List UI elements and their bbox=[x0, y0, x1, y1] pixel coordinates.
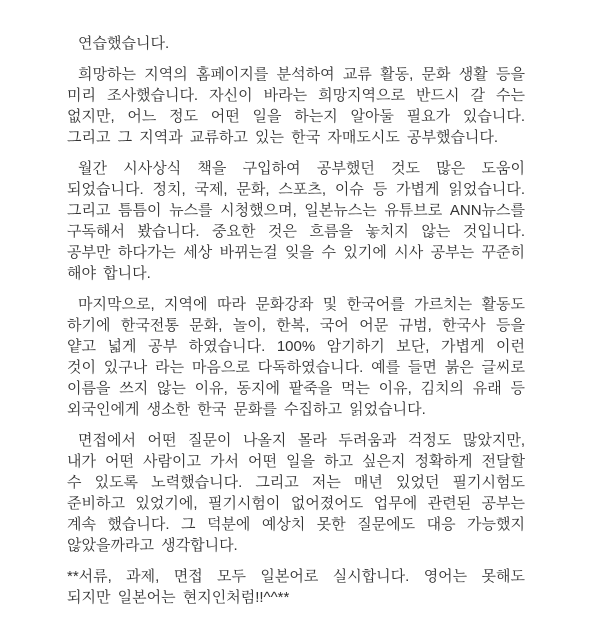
paragraph: 면접에서 어떤 질문이 나올지 몰라 두려움과 걱정도 많았지만, 내가 어떤 사람이고 가서 어떤 일을 하고 싶은지 정확하게 전달할 수 있도록 노력했습니다. 그리고 저는 매년 있었던 필기시험도 준비하고 있었기에, 필기시험이 없어졌어도 업무에 관련된 공부는 계속 했습니다. 그 덕분에 예상치 못한 질문에도 대응 가능했지 않았을까라고 생각합니다. bbox=[67, 432, 525, 554]
paragraph: 마지막으로, 지역에 따라 문화강좌 및 한국어를 가르치는 활동도 하기에 한국전통 문화, 놀이, 한복, 국어 어문 규범, 한국사 등을 얕고 넓게 공부 하였습니다. 100% 암기하기 보단, 가볍게 이런 것이 있구나 라는 마음으로 다독하였습니다. 예를 들면 붉은 글씨로 이름을 쓰지 않는 이유, 동지에 팥죽을 먹는 이유, 김치의 유래 등 외국인에게 생소한 한국 문화를 수집하고 읽었습니다. bbox=[67, 296, 525, 418]
paragraph: 월간 시사상식 책을 구입하여 공부했던 것도 많은 도움이 되었습니다. 정치, 국제, 문화, 스포츠, 이슈 등 가볍게 읽었습니다. 그리고 틈틈이 뉴스를 시청했으며, 일본뉴스는 유튜브로 ANN뉴스를 구독해서 봤습니다. 중요한 것은 흐름을 놓치지 않는 것입니다. 공부만 하다가는 세상 바뀌는걸 잊을 수 있기에 시사 공부는 꾸준히 해야 합니다. bbox=[67, 160, 525, 282]
paragraph: 연습했습니다. bbox=[78, 35, 170, 52]
paragraph: 희망하는 지역의 홈페이지를 분석하여 교류 활동, 문화 생활 등을 미리 조사했습니다. 자신이 바라는 희망지역으로 반드시 갈 수는 없지만, 어느 정도 어떤 일을 하는지 알아둘 필요가 있습니다. 그리고 그 지역과 교류하고 있는 한국 자매도시도 공부했습니다. bbox=[67, 66, 525, 146]
paragraph: **서류, 과제, 면접 모두 일본어로 실시합니다. 영어는 못해도 되지만 일본어는 현지인처럼!!^^** bbox=[67, 568, 525, 606]
